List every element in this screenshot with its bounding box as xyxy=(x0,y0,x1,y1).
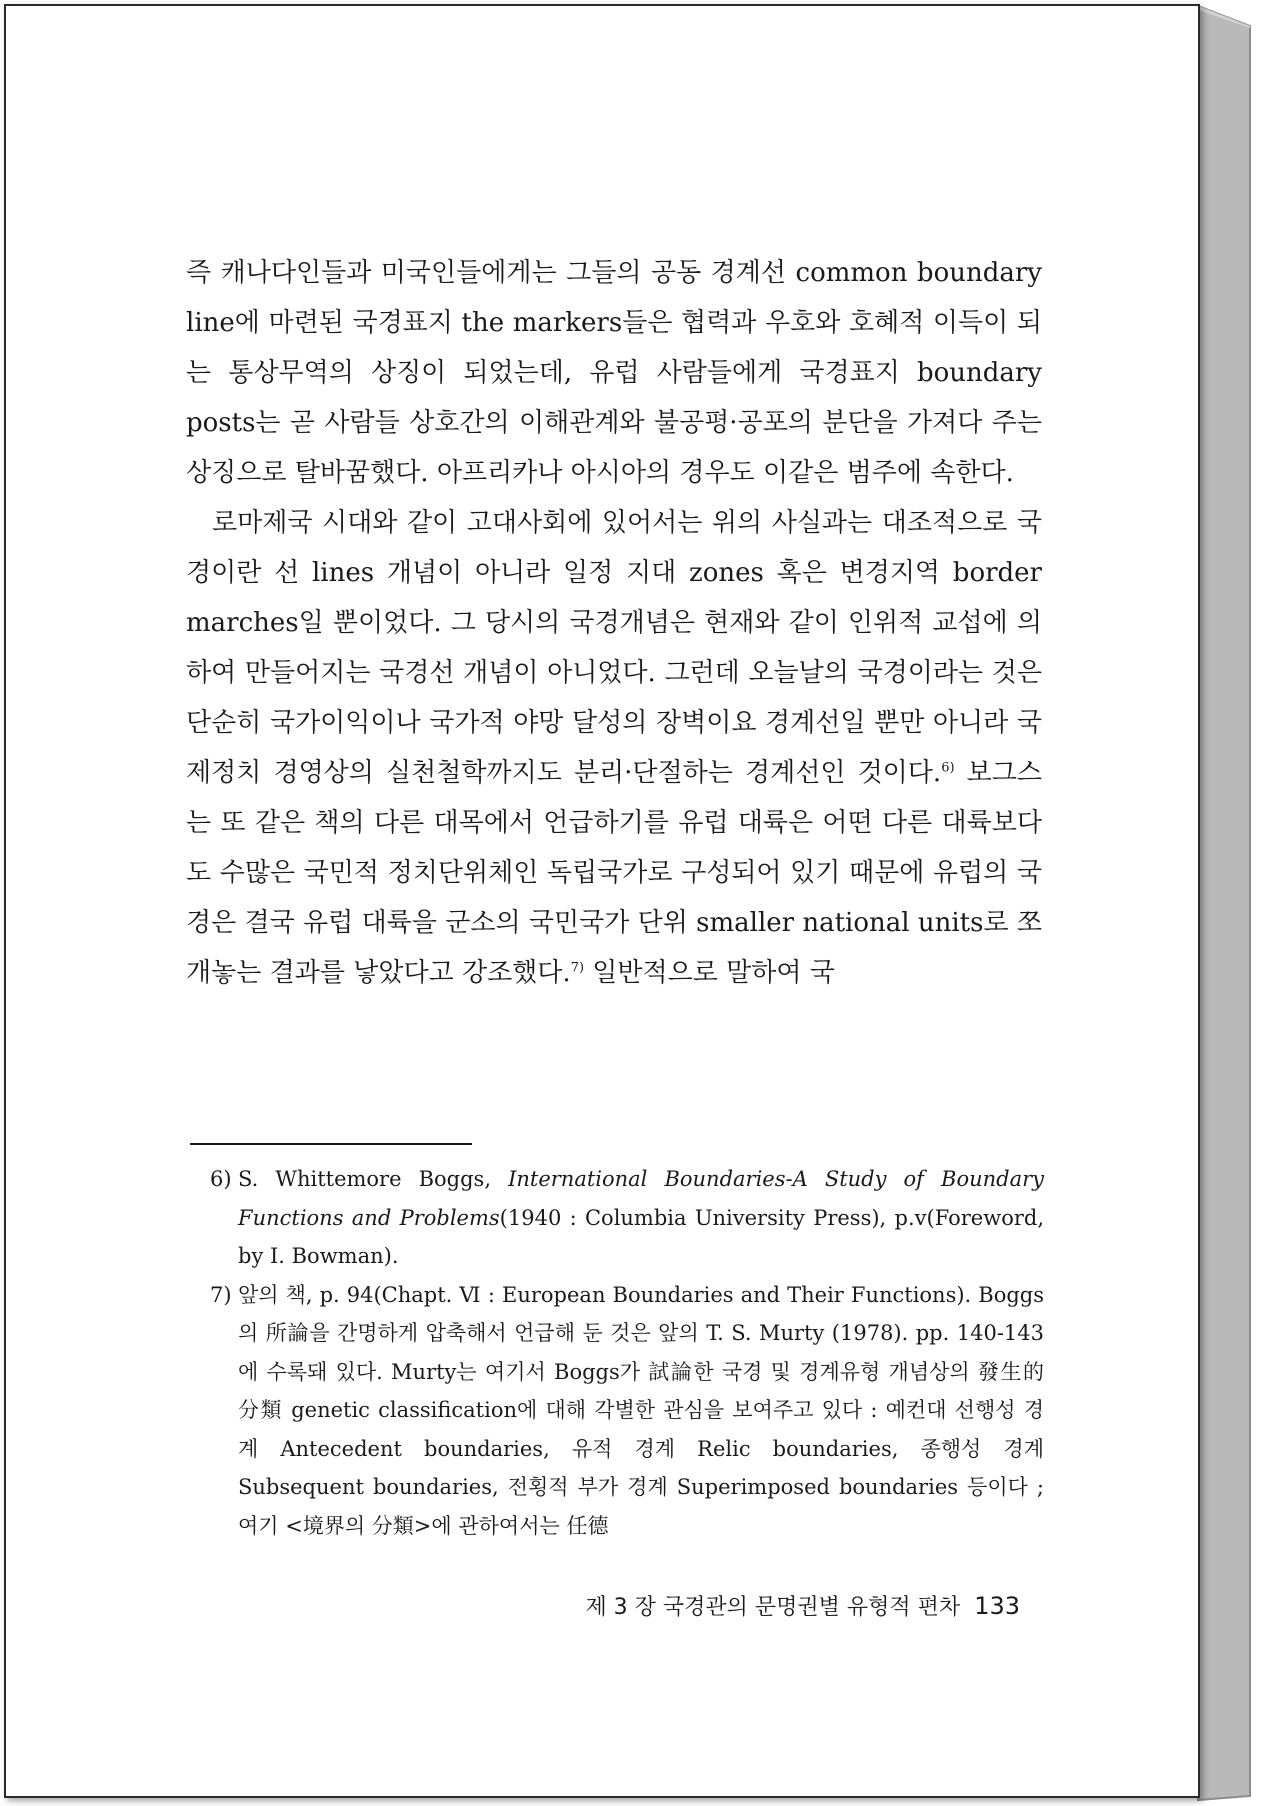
paragraph-1 xyxy=(186,248,1042,498)
footnote-ref-6[interactable]: 6) xyxy=(941,760,955,776)
footnote-number: 6) xyxy=(210,1167,232,1191)
paragraph-2 xyxy=(186,498,1042,998)
footnote-divider xyxy=(190,1143,472,1145)
running-footer xyxy=(540,1590,1020,1621)
footnote-7 xyxy=(210,1276,1044,1546)
paragraph-2-text-c: 일반적으로 말하여 국 xyxy=(584,958,835,988)
footnote-ref-7[interactable]: 7) xyxy=(570,960,585,976)
paragraph-2-text-b: 보그스는 또 같은 책의 다른 대목에서 언급하기를 유럽 대륙은 어떤 다른 대륙보다도 수많은 국민적 정치단위체인 독립국가로 구성되어 있기 때문에 유럽의 국경은 결국 유럽 대륙을 군소의 국민국가 단위 smaller national units로 쪼개놓는 결과를 낳았다고 강조했다. xyxy=(186,758,1042,988)
footnote-6-author: S. Whittemore Boggs, xyxy=(238,1167,509,1191)
footnote-6 xyxy=(210,1160,1045,1276)
footnote-6-title: International Boundaries-A Study of Boundary Functions and Problems xyxy=(238,1167,1045,1230)
footnote-7-text: 앞의 책, p. 94(Chapt. Ⅵ : European Boundaries and Their Functions). Boggs의 所論을 간명하게 압축해서 언급해 둔 것은 앞의 T. S. Murty (1978). pp. 140-143에 수록돼 있다. Murty는 여기서 Boggs가 試論한 국경 및 경계유형 개념상의 發生的 分類 genetic classification에 대해 각별한 관심을 보여주고 있다 : 예컨대 선행성 경계 Antecedent boundaries, 유적 경계 Relic boundaries, 종행성 경계 Subsequent boundaries, 전횡적 부가 경계 Superimposed boundaries 등이다 ; 여기 <境界의 分類>에 관하여서는 任德 xyxy=(238,1282,1044,1538)
running-title: 제 3 장 국경관의 문명권별 유형적 편차 xyxy=(585,1595,961,1620)
paragraph-1-text: 즉 캐나다인들과 미국인들에게는 그들의 공동 경계선 common boundary line에 마련된 국경표지 the markers들은 협력과 우호와 호혜적 이득이 되는 통상무역의 상징이 되었는데, 유럽 사람들에게 국경표지 boundary posts는 곧 사람들 상호간의 이해관계와 불공평·공포의 분단을 가져다 주는 상징으로 탈바꿈했다. 아프리카나 아시아의 경우도 이같은 범주에 속한다. xyxy=(186,258,1042,488)
book-edge-side xyxy=(1198,6,1250,1800)
paragraph-2-text-a: 로마제국 시대와 같이 고대사회에 있어서는 위의 사실과는 대조적으로 국경이란 선 lines 개념이 아니라 일정 지대 zones 혹은 변경지역 border marches일 뿐이었다. 그 당시의 국경개념은 현재와 같이 인위적 교섭에 의하여 만들어지는 국경선 개념이 아니었다. 그런데 오늘날의 국경이라는 것은 단순히 국가이익이나 국가적 야망 달성의 장벽이요 경계선일 뿐만 아니라 국제정치 경영상의 실천철학까지도 분리·단절하는 경계선인 것이다. xyxy=(186,508,1042,788)
page-number: 133 xyxy=(974,1592,1020,1620)
body-text xyxy=(186,248,1042,998)
footnote-6-rest: (1940 : Columbia University Press), p.v(Foreword, by I. Bowman). xyxy=(238,1205,1044,1268)
footnote-number: 7) xyxy=(210,1282,232,1307)
footnotes xyxy=(210,1160,1045,1545)
